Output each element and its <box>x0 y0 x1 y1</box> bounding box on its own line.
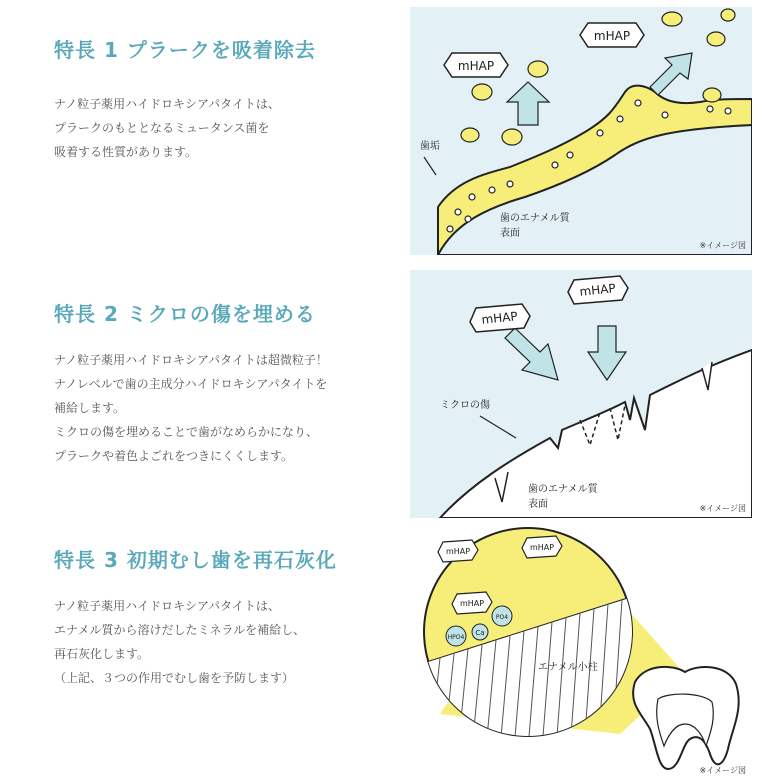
plaque-pointer-arrow <box>424 157 436 175</box>
feature-2-line: プラークや着色よごれをつきにくくします。 <box>54 449 294 463</box>
mhap-label: mHAP <box>593 29 631 43</box>
feature-2-line: 補給します。 <box>54 401 126 415</box>
enamel-label: 歯のエナメル質 <box>528 484 598 495</box>
ca-label: Ca <box>475 629 485 637</box>
remineralization-illustration <box>410 524 752 780</box>
surface-label: 表面 <box>500 228 520 239</box>
arrow-up-right <box>650 53 692 95</box>
feature-3-line: （上記、３つの作用でむし歯を予防します） <box>54 671 295 685</box>
hpo4-label: HPO4 <box>447 634 465 641</box>
feature-3-title: 特長 3 初期むし歯を再石灰化 <box>54 548 337 572</box>
feature-3-line: 再石灰化します。 <box>54 647 150 661</box>
plaque-adsorption-illustration <box>410 7 752 255</box>
arrow-up-left <box>507 82 549 125</box>
mhap-label: mHAP <box>459 599 485 608</box>
mhap-label: mHAP <box>529 543 555 552</box>
mhap-label: mHAP <box>445 547 471 556</box>
feature-2-line: ナノレベルで歯の主成分ハイドロキシアパタイトを <box>54 377 328 391</box>
image-caption: ※イメージ図 <box>699 241 746 250</box>
feature-3-line: エナメル質から溶けだしたミネラルを補給し、 <box>54 623 306 637</box>
feature-3-description <box>54 594 394 690</box>
image-caption: ※イメージ図 <box>699 504 746 513</box>
micro-scratch-diagram <box>410 270 752 518</box>
feature-2-section <box>0 262 780 524</box>
mhap-label: mHAP <box>480 309 519 327</box>
mhap-label: mHAP <box>578 281 617 299</box>
enamel-rod-label: エナメル小柱 <box>538 662 598 673</box>
feature-2-line: ミクロの傷を埋めることで歯がなめらかになり、 <box>54 425 319 439</box>
plaque-adsorption-diagram <box>410 7 752 255</box>
feature-1-line: 吸着する性質があります。 <box>54 145 198 159</box>
feature-2-line: ナノ粒子薬用ハイドロキシアパタイトは超微粒子！ <box>54 353 328 367</box>
feature-3-section <box>0 524 780 780</box>
remineralization-diagram <box>410 524 752 780</box>
po4-label: PO4 <box>495 614 509 621</box>
feature-2-description <box>54 348 394 468</box>
image-caption: ※イメージ図 <box>699 766 746 775</box>
surface-label: 表面 <box>528 499 548 510</box>
feature-3-line: ナノ粒子薬用ハイドロキシアパタイトは、 <box>54 599 280 613</box>
arrow-down <box>588 326 626 380</box>
feature-1-line: プラークのもととなるミュータンス菌を <box>54 121 270 135</box>
plaque-label: 歯垢 <box>420 141 440 152</box>
feature-1-description <box>54 92 394 164</box>
feature-1-section <box>0 0 780 262</box>
feature-2-title: 特長 2 ミクロの傷を埋める <box>54 302 316 326</box>
enamel-label: 歯のエナメル質 <box>500 213 570 224</box>
micro-scratch-label: ミクロの傷 <box>440 400 490 411</box>
feature-1-line: ナノ粒子薬用ハイドロキシアパタイトは、 <box>54 97 280 111</box>
arrow-down-right <box>505 328 558 380</box>
scratch-pointer-arrow <box>480 416 516 438</box>
feature-1-title: 特長 1 プラークを吸着除去 <box>54 38 316 62</box>
micro-scratch-illustration <box>410 270 752 518</box>
mhap-label: mHAP <box>457 59 495 73</box>
